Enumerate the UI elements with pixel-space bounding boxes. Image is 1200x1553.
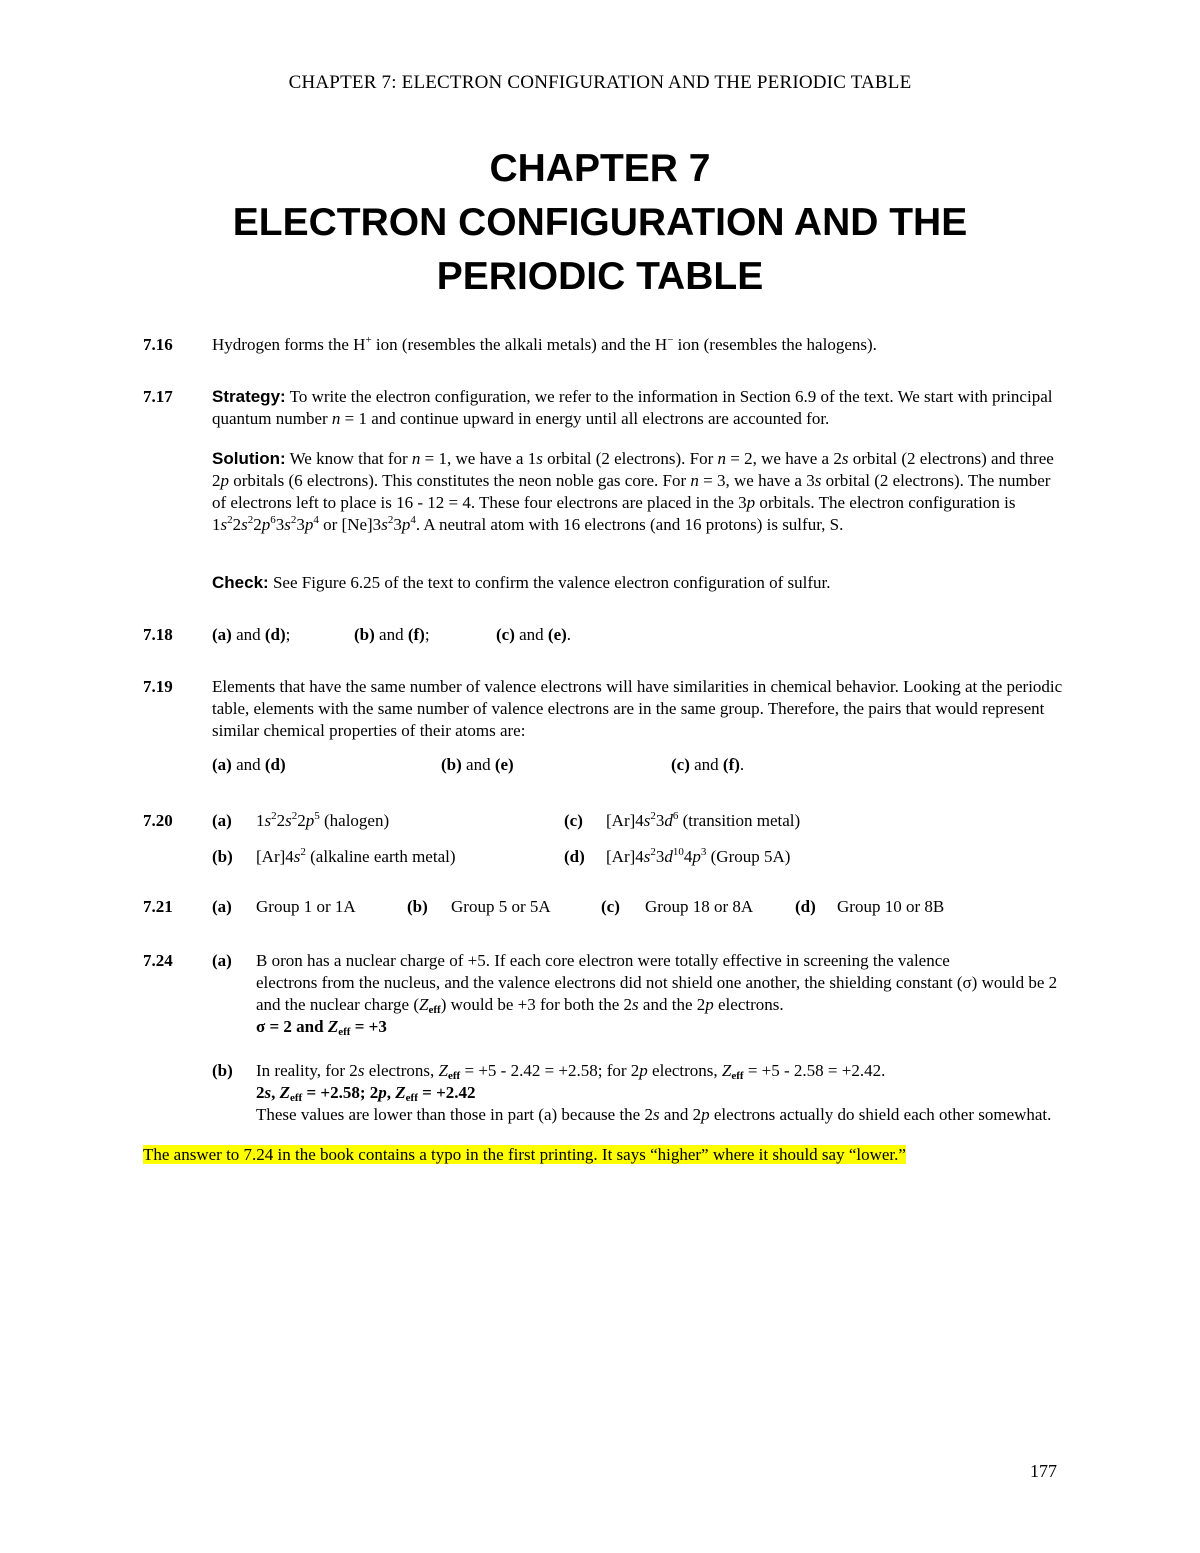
chapter-title bbox=[0, 142, 1200, 304]
answer-pair: (b) and (e) bbox=[441, 755, 514, 774]
text: ion (resembles the halogens). bbox=[673, 335, 877, 354]
problems bbox=[143, 334, 1063, 1166]
electron-configuration: $1s^22s^22p^63s^23p^4$ bbox=[212, 514, 319, 534]
superscript: 4 bbox=[410, 514, 416, 526]
text: orbital (2 electrons). The number of electrons left to place is 16 - 12 = 4. These four electrons are placed in the 3 bbox=[212, 471, 1051, 512]
answer-pair: (a) and (d) bbox=[212, 755, 286, 774]
text: ion (resembles the alkali metals) and the H bbox=[371, 335, 668, 354]
part-a-continued: electrons from the nucleus, and the valence electrons did not shield one another, the shielding constant (σ) would be 2 and the nuclear charge $(Z_{eff})$ would be +3 for both the 2s and the 2p electrons. bbox=[256, 973, 1058, 1016]
highlighted-note: The answer to 7.24 in the book contains a typo in the first printing. It says “higher” where it should say “lower.” bbox=[143, 1145, 906, 1164]
problem-number: 7.21 bbox=[143, 897, 173, 916]
text: = 2, we have a 2 bbox=[726, 449, 842, 468]
problem-number: 7.24 bbox=[143, 951, 173, 970]
superscript: + bbox=[365, 334, 372, 346]
answer-d: (d) $[Ar]4s^23d^{10}4p^3$ (Group 5A) bbox=[564, 846, 791, 866]
problem-text bbox=[212, 386, 1063, 594]
italic: s bbox=[381, 515, 388, 534]
superscript: 2 bbox=[387, 514, 394, 526]
part-b: (b) In reality, for 2s electrons, $Z_{eff} = +5 - 2.42 = +2.58$; for 2p electrons, $Z_{eff} = +5 - 2.58 = +2.42$. 2s, $Z_{eff} = +2.58$; 2p, $Z_{eff} = +2.42$ These values are lower than those in part (a) because the 2s and 2p electrons actually do shield each other somewhat. bbox=[212, 1060, 1063, 1126]
italic: n bbox=[690, 471, 699, 490]
problem-number: 7.19 bbox=[143, 677, 173, 696]
italic: p bbox=[220, 471, 229, 490]
running-head: CHAPTER 7: ELECTRON CONFIGURATION AND THE PERIODIC TABLE bbox=[288, 72, 912, 93]
solution-paragraph bbox=[212, 448, 1063, 536]
problem-7-24 bbox=[143, 950, 1063, 1126]
italic: s bbox=[536, 449, 543, 468]
answer-pair: (a) and (d); bbox=[212, 625, 291, 644]
answer-row bbox=[212, 846, 1063, 868]
answer-c: (c) Group 18 or 8A bbox=[601, 897, 754, 916]
answer-row bbox=[212, 754, 1063, 776]
problem-7-21 bbox=[143, 896, 1063, 918]
text: . A neutral atom with 16 electrons (and 16 protons) is sulfur, S. bbox=[415, 515, 844, 534]
answer-d: (d) Group 10 or 8B bbox=[795, 897, 945, 916]
italic: n bbox=[717, 449, 727, 468]
text: See Figure 6.25 of the text to confirm the valence electron configuration of sulfur. bbox=[268, 573, 831, 592]
text: orbitals. The electron configuration is bbox=[755, 493, 1016, 512]
answer-pair: (c) and (e). bbox=[496, 625, 572, 644]
superscript: − bbox=[667, 334, 674, 346]
title-line-2: ELECTRON CONFIGURATION AND THE bbox=[232, 201, 968, 244]
answer-c: (c) $[Ar]4s^23d^6$ (transition metal) bbox=[564, 810, 801, 830]
problem-text bbox=[212, 624, 1063, 646]
part-b-explanation: These values are lower than those in part (a) because the 2s and 2p electrons actually do shield each other somewhat. bbox=[256, 1105, 1052, 1124]
text: To write the electron configuration, we refer to the information in Section 6.9 of the text. We start with principal quantum number bbox=[212, 387, 1053, 428]
problem-text bbox=[212, 334, 1063, 356]
solution-label: Solution: bbox=[212, 449, 286, 468]
explanation: Elements that have the same number of valence electrons will have similarities in chemical behavior. Looking at the periodic table, elements with the same number of valence electrons are in the same group. Therefore, the pairs that would represent similar chemical properties of their atoms are: bbox=[212, 677, 1063, 740]
text: We know that for bbox=[285, 449, 412, 468]
italic: p bbox=[746, 493, 756, 512]
italic: s bbox=[841, 449, 849, 468]
answer-row bbox=[212, 810, 1063, 832]
text: or [Ne]3 bbox=[318, 515, 382, 534]
text: 3 bbox=[393, 515, 402, 534]
check-label: Check: bbox=[212, 573, 269, 592]
answer-pair: (b) and (f); bbox=[354, 625, 430, 644]
part-b-answer: 2s, $Z_{eff} = +2.58$; 2p, $Z_{eff} = +2.42$ bbox=[256, 1083, 476, 1104]
title-line-1: CHAPTER 7 bbox=[489, 147, 711, 190]
part-a-answer: σ = 2 and $Z_{eff} = +3$ bbox=[256, 1017, 387, 1038]
answer-a: (a) $1s^22s^22p^5$ (halogen) bbox=[212, 810, 390, 830]
text: = 1 and continue upward in energy until all electrons are accounted for. bbox=[340, 409, 830, 428]
problem-number: 7.17 bbox=[143, 387, 173, 406]
italic: n bbox=[331, 409, 341, 428]
check-paragraph bbox=[212, 572, 1063, 594]
italic: s bbox=[814, 471, 822, 490]
text: orbitals (6 electrons). This constitutes the neon noble gas core. For bbox=[229, 471, 691, 490]
text: B oron has a nuclear charge of +5. If each core electron were totally effective in screening the valence bbox=[256, 951, 950, 970]
problem-7-18 bbox=[143, 624, 1063, 646]
page-number: 177 bbox=[1030, 1461, 1057, 1481]
text: orbital (2 electrons) and three 2 bbox=[212, 449, 1054, 490]
answer-pair: (c) and (f). bbox=[671, 755, 745, 774]
problem-7-16 bbox=[143, 334, 1063, 356]
strategy-paragraph bbox=[212, 386, 1063, 430]
answer-b: (b) Group 5 or 5A bbox=[407, 897, 551, 916]
italic: n bbox=[411, 449, 421, 468]
text: Hydrogen forms the H bbox=[212, 335, 366, 354]
part-a bbox=[212, 950, 1063, 1038]
problem-number: 7.20 bbox=[143, 811, 173, 830]
problem-number: 7.18 bbox=[143, 625, 173, 644]
problem-7-17 bbox=[143, 386, 1063, 594]
errata-note bbox=[143, 1144, 1063, 1166]
problem-7-20 bbox=[143, 810, 1063, 868]
part-label: (a) bbox=[212, 951, 232, 970]
strategy-label: Strategy: bbox=[212, 387, 286, 406]
answer-a: (a) Group 1 or 1A bbox=[212, 897, 356, 916]
problem-text bbox=[212, 810, 1063, 868]
title-line-3: PERIODIC TABLE bbox=[436, 255, 764, 298]
problem-text bbox=[212, 896, 1063, 918]
part-label: (b) bbox=[212, 1061, 233, 1080]
problem-text bbox=[212, 950, 1063, 1126]
problem-number: 7.16 bbox=[143, 335, 173, 354]
text: orbital (2 electrons). For bbox=[542, 449, 718, 468]
answer-b: (b) $[Ar]4s^2$ (alkaline earth metal) bbox=[212, 846, 456, 866]
italic: p bbox=[401, 515, 411, 534]
problem-7-19 bbox=[143, 676, 1063, 776]
problem-text bbox=[212, 676, 1063, 776]
text: = 3, we have a 3 bbox=[698, 471, 815, 490]
text: = 1, we have a 1 bbox=[420, 449, 537, 468]
